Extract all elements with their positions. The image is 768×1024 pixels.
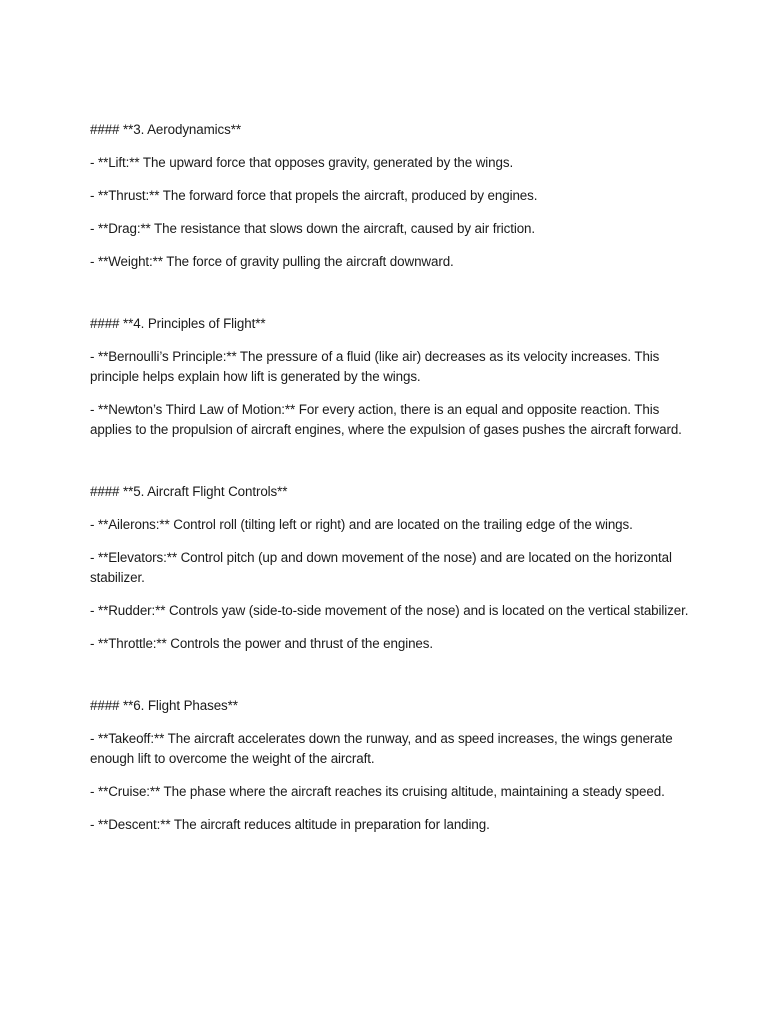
section-flight-phases [90,696,690,835]
section-heading: #### **6. Flight Phases** [90,698,238,713]
document-body [90,120,690,877]
section-principles-of-flight [90,314,690,440]
list-item-weight: - **Weight:** The force of gravity pulling the aircraft downward. [90,254,454,269]
list-item-throttle: - **Throttle:** Controls the power and thrust of the engines. [90,636,433,651]
list-item-rudder: - **Rudder:** Controls yaw (side-to-side movement of the nose) and is located on the vertical stabilizer. [90,603,689,618]
list-item-drag: - **Drag:** The resistance that slows down the aircraft, caused by air friction. [90,221,536,236]
list-item-elevators: - **Elevators:** Control pitch (up and down movement of the nose) and are located on the horizontal stabilizer. [90,550,672,585]
section-flight-controls [90,482,690,654]
list-item-thrust: - **Thrust:** The forward force that propels the aircraft, produced by engines. [90,188,538,203]
list-item-lift: - **Lift:** The upward force that opposes gravity, generated by the wings. [90,155,514,170]
section-heading: #### **5. Aircraft Flight Controls** [90,484,288,499]
section-heading: #### **4. Principles of Flight** [90,316,266,331]
list-item-takeoff: - **Takeoff:** The aircraft accelerates down the runway, and as speed increases, the wings generate enough lift to overcome the weight of the aircraft. [90,731,673,766]
list-item-cruise: - **Cruise:** The phase where the aircraft reaches its cruising altitude, maintaining a steady speed. [90,784,665,799]
list-item-bernoulli: - **Bernoulli’s Principle:** The pressure of a fluid (like air) decreases as its velocity increases. This principle helps explain how lift is generated by the wings. [90,349,660,384]
section-heading: #### **3. Aerodynamics** [90,122,241,137]
list-item-descent: - **Descent:** The aircraft reduces altitude in preparation for landing. [90,817,490,832]
list-item-ailerons: - **Ailerons:** Control roll (tilting left or right) and are located on the trailing edge of the wings. [90,517,633,532]
section-aerodynamics [90,120,690,272]
list-item-newton: - **Newton’s Third Law of Motion:** For every action, there is an equal and opposite reaction. This applies to the propulsion of aircraft engines, where the expulsion of gases pushes the aircraft forward. [90,402,682,437]
